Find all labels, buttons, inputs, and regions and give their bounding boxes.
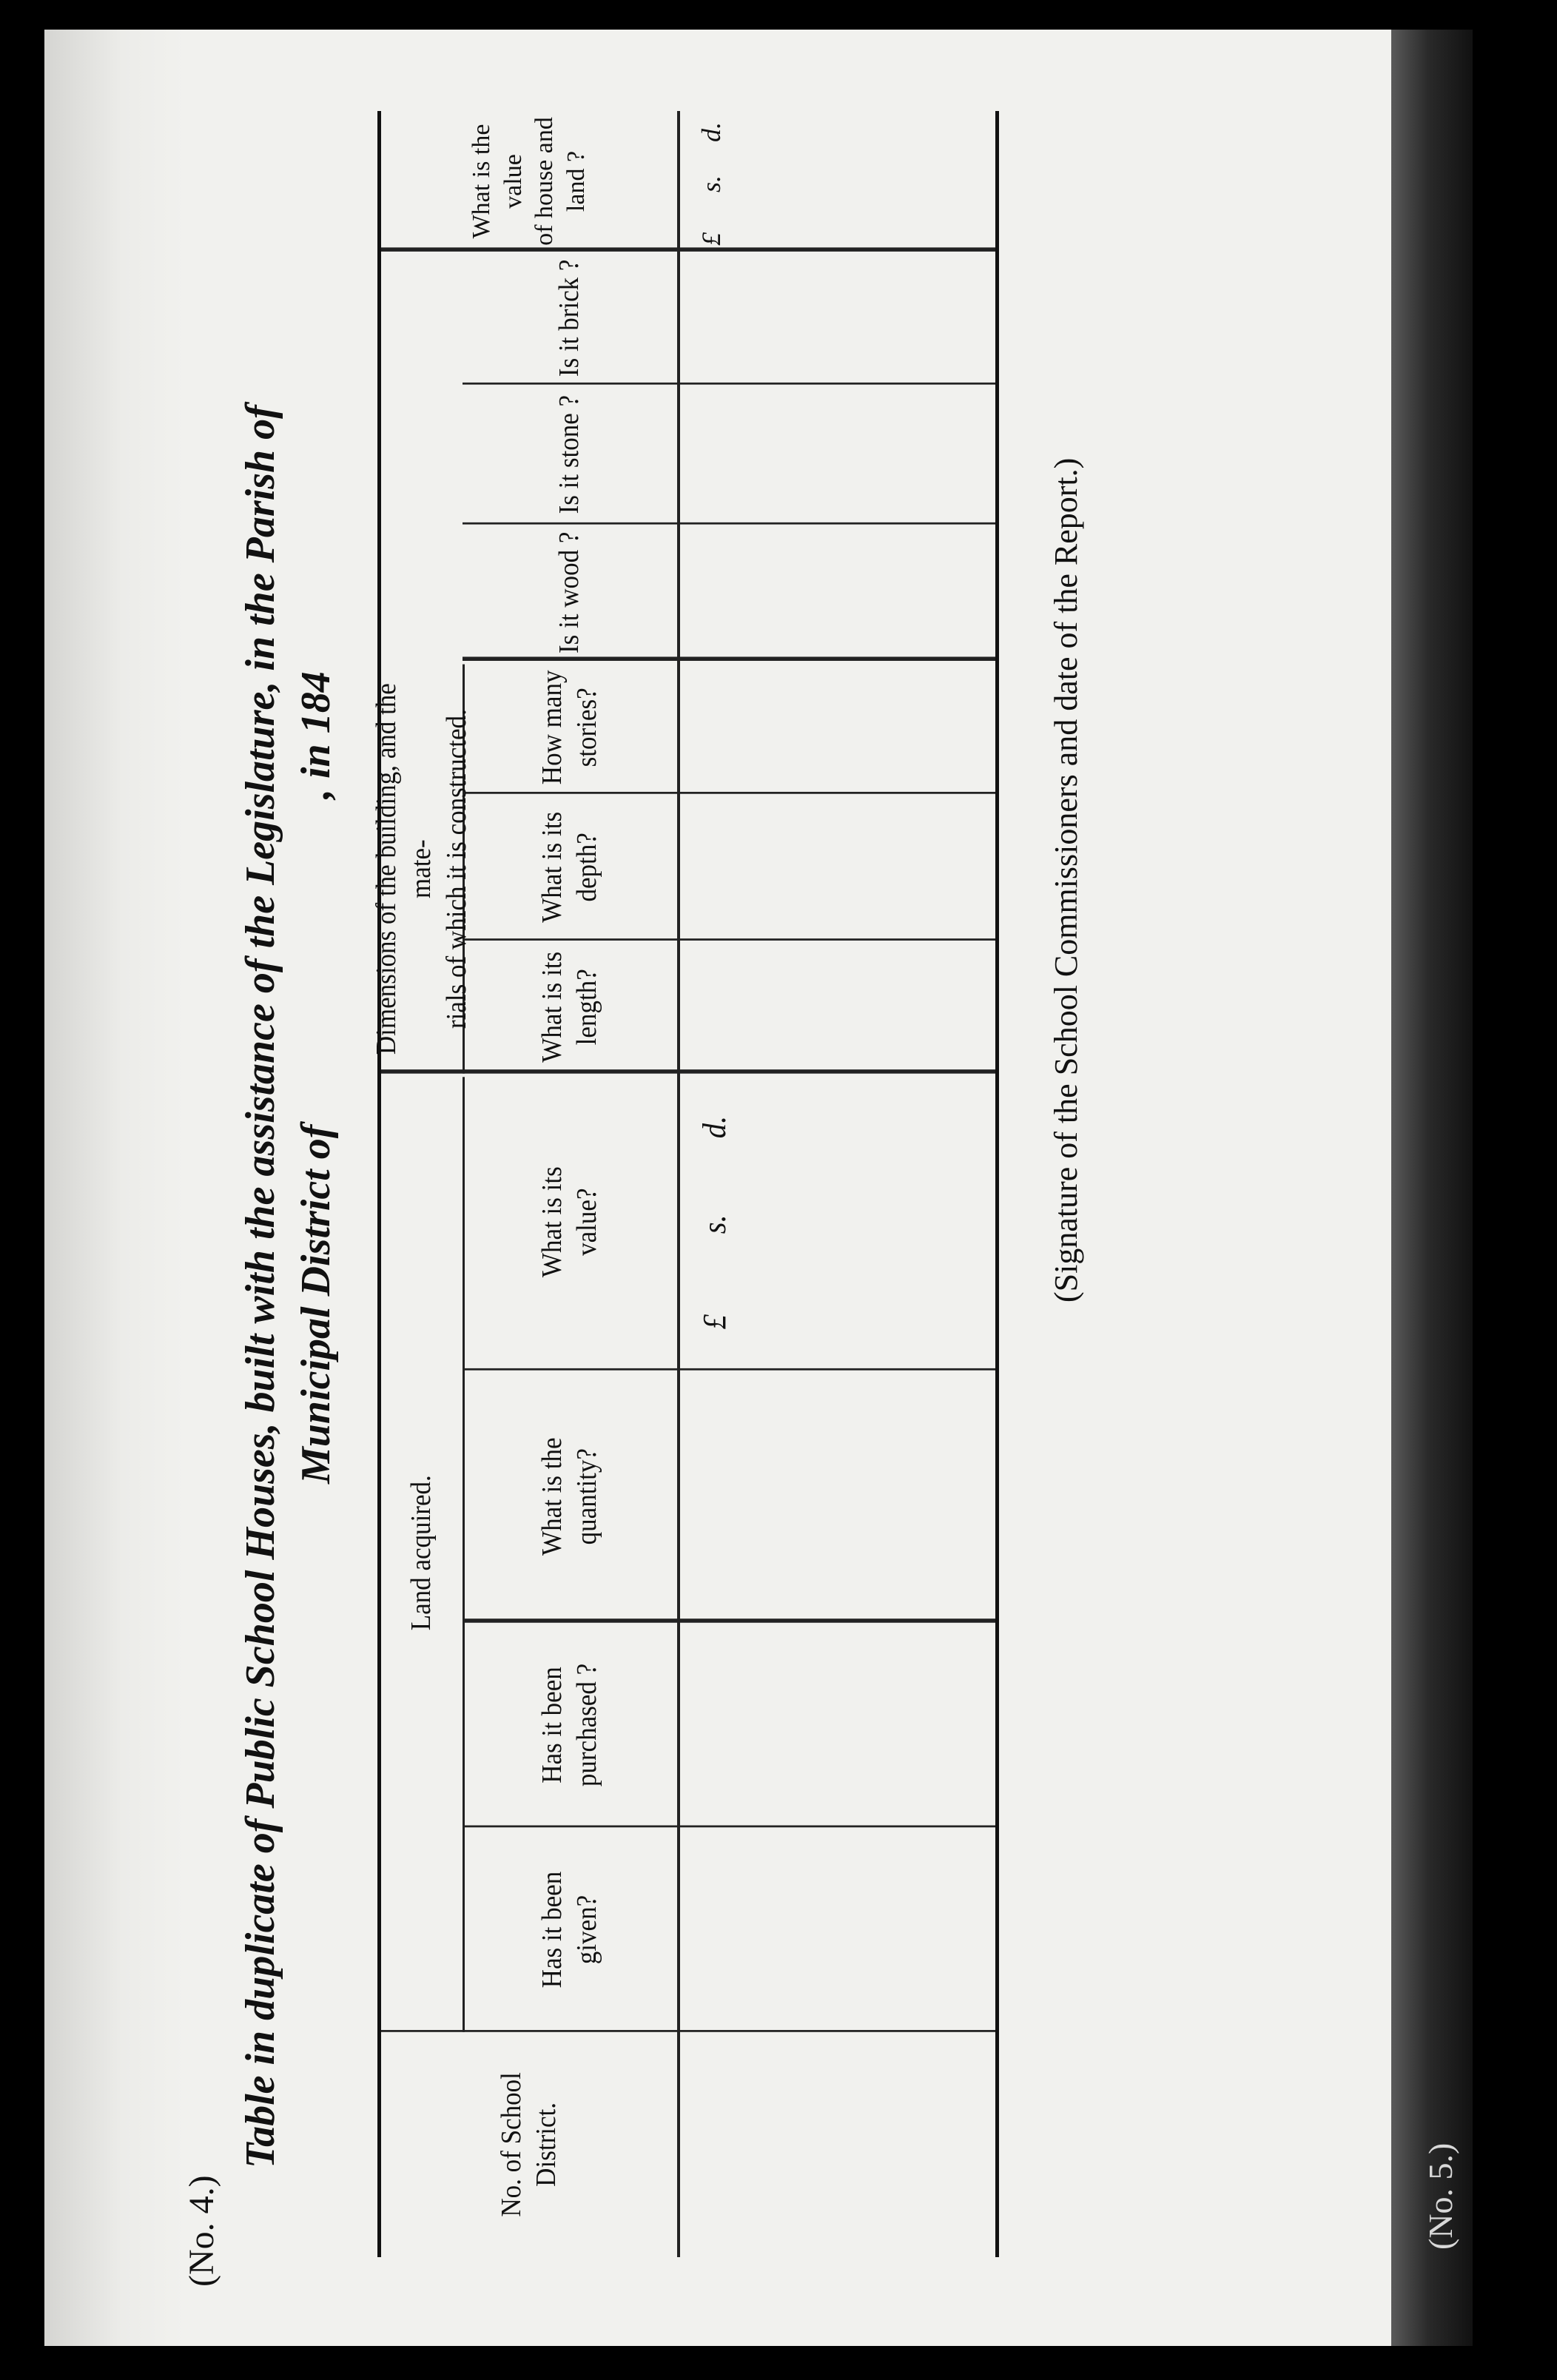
next-page-edge xyxy=(1391,30,1473,2346)
currency-marker: s. xyxy=(696,1214,733,1234)
form-title-line2: Municipal District of xyxy=(293,1124,339,1484)
school-houses-table xyxy=(370,252,999,2257)
form-year-line: , in 184 xyxy=(293,671,339,799)
purchased-header: Has it been purchased ? xyxy=(536,1663,602,1787)
header-divider xyxy=(677,111,680,252)
brick-header: Is it brick ? xyxy=(554,259,585,377)
next-form-label: (No. 5.) xyxy=(1422,2142,1459,2250)
signature-line: (Signature of the School Commissioners and date of the Report.) xyxy=(1048,457,1084,1302)
stone-header: Is it stone ? xyxy=(554,394,585,514)
currency-marker: s. xyxy=(696,175,726,192)
depth-header: What is its depth? xyxy=(536,811,602,923)
total-value-column xyxy=(377,111,999,252)
currency-marker: £ xyxy=(696,232,726,246)
scan-border xyxy=(1473,0,1557,2380)
header-divider xyxy=(677,252,680,2257)
currency-marker: d. xyxy=(696,1115,733,1139)
form-title: Table in duplicate of Public School Houses, built with the assistance of the Legislature, in the Parish of xyxy=(238,405,283,2168)
stories-header: How many stories? xyxy=(536,670,602,785)
wood-header: Is it wood ? xyxy=(554,531,585,654)
form-number: (No. 4.) xyxy=(182,2175,221,2287)
currency-marker: d. xyxy=(696,122,726,142)
school-district-header: No. of School District. xyxy=(495,2072,562,2217)
currency-marker: £ xyxy=(696,1314,733,1330)
length-header: What is its length? xyxy=(536,951,602,1063)
total-value-header: What is the value of house and land ? xyxy=(468,117,590,246)
value-header: What is its value? xyxy=(536,1166,602,1278)
land-acquired-header: Land acquired. xyxy=(406,1475,437,1631)
given-header: Has it been given? xyxy=(536,1871,602,1989)
dimensions-header: Dimensions of the building, and the mate- rials of which it is constructed. xyxy=(370,683,472,1055)
quantity-header: What is the quantity? xyxy=(536,1437,602,1556)
form-content xyxy=(163,104,1310,2287)
